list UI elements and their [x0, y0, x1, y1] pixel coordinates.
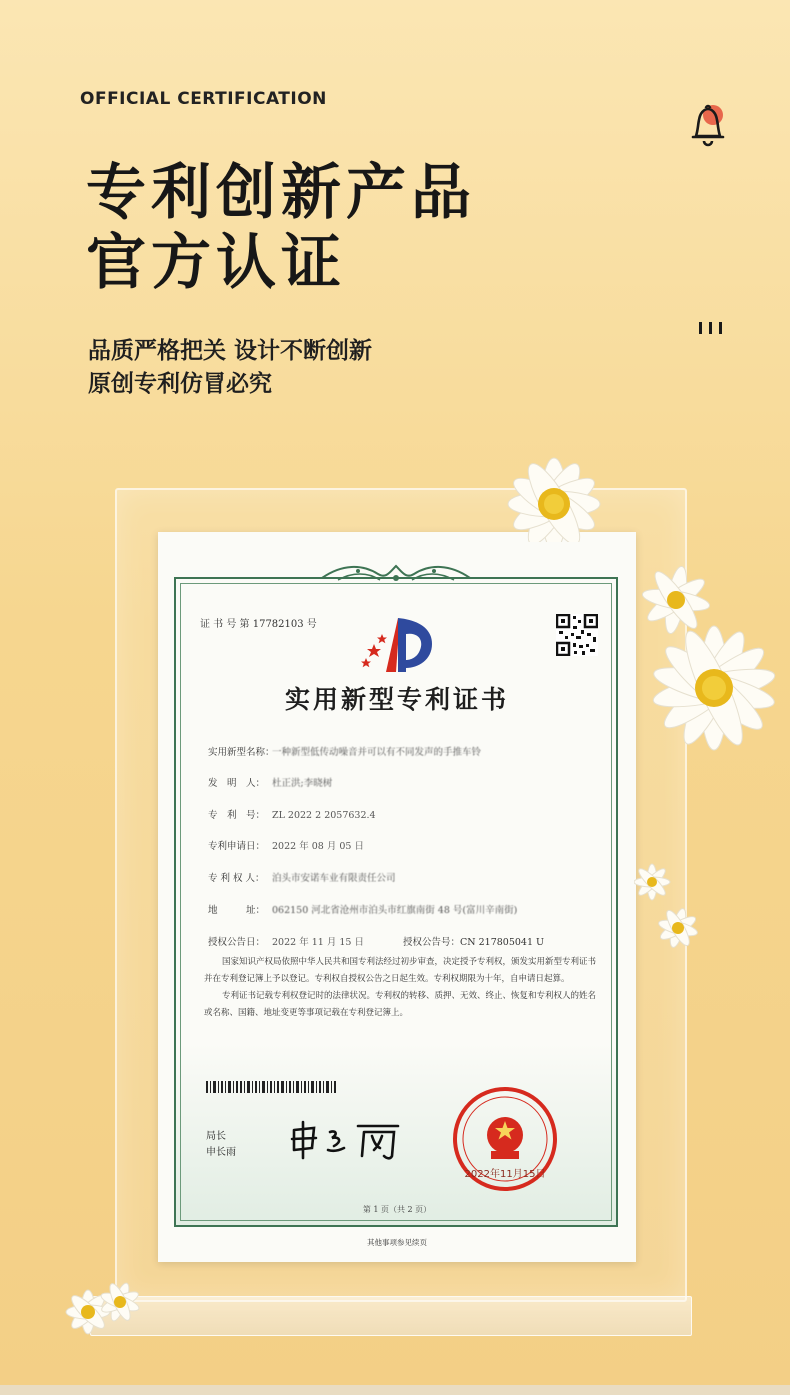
- field-label: 实用新型名称：: [208, 747, 275, 758]
- field-value: 062150 河北省沧州市泊头市红旗南街 48 号(富川辛南街): [272, 905, 518, 916]
- field-value: ZL 2022 2 2057632.4: [272, 810, 376, 821]
- page-number: 第 1 页（共 2 页）: [362, 1205, 432, 1214]
- field-label: 地 址：: [208, 905, 266, 916]
- field-value: 一种新型低传动噪音并可以有不同发声的手推车铃: [272, 747, 482, 758]
- acrylic-stand-base: [90, 1296, 692, 1336]
- signer-name: 申长雨: [206, 1147, 236, 1158]
- subheadline-line-2: 原创专利仿冒必究: [88, 371, 272, 397]
- field-label: 专利申请日：: [208, 841, 266, 852]
- cnipa-logo-icon: [358, 614, 438, 674]
- eyebrow-label: OFFICIAL CERTIFICATION: [80, 89, 327, 109]
- vertical-bars-icon: [698, 322, 724, 334]
- field-patent-number: [208, 807, 376, 821]
- barcode-icon: [206, 1081, 336, 1093]
- table-surface: [0, 1385, 790, 1395]
- field-value: 2022 年 11 月 15 日: [272, 937, 364, 948]
- daisy-flower-icon: [634, 860, 704, 960]
- field-utility-name: [208, 744, 481, 758]
- seal-date: 2022年11月15日: [464, 1169, 546, 1180]
- certificate-number: 证 书 号 第 17782103 号: [200, 619, 317, 630]
- qr-code-icon: [556, 614, 598, 656]
- signer-title: 局长: [206, 1131, 226, 1142]
- subheadline-line-1: 品质严格把关 设计不断创新: [88, 338, 373, 364]
- field-announcement-number: [403, 934, 544, 948]
- official-seal-icon: [446, 1085, 564, 1193]
- headline-line-2: 官方认证: [86, 228, 346, 298]
- ornament-icon: [318, 560, 474, 586]
- bell-icon[interactable]: [688, 100, 728, 152]
- daisy-flower-icon: [64, 1272, 148, 1342]
- signature-icon: [288, 1120, 408, 1160]
- patent-certificate: [158, 532, 636, 1262]
- daisy-flower-icon: [470, 412, 638, 542]
- certificate-body-text: [204, 954, 596, 1022]
- field-inventor: [208, 775, 332, 789]
- field-patentee: [208, 870, 396, 884]
- daisy-flower-icon: [636, 612, 790, 766]
- field-label: 授权公告号：: [403, 937, 461, 948]
- body-paragraph-2: 专利证书记载专利权登记时的法律状况。专利权的转移、质押、无效、终止、恢复和专利权人的姓名或名称、国籍、地址变更等事项记载在专利登记簿上。: [204, 991, 597, 1018]
- headline: [86, 158, 476, 298]
- field-label: 专 利 权 人：: [208, 873, 265, 884]
- signer-label: [206, 1129, 236, 1161]
- field-value: 泊头市安诺车业有限责任公司: [272, 873, 396, 884]
- subheadline: [88, 335, 372, 401]
- field-label: 发 明 人：: [208, 778, 266, 789]
- footer-note: 其他事项参见续页: [367, 1238, 427, 1247]
- field-address: [208, 902, 517, 916]
- field-value: 杜正洪;李晓树: [272, 778, 333, 789]
- field-value: CN 217805041 U: [460, 937, 545, 948]
- field-value: 2022 年 08 月 05 日: [272, 841, 364, 852]
- body-paragraph-1: 国家知识产权局依照中华人民共和国专利法经过初步审查，决定授予专利权，颁发实用新型专利证书并在专利登记簿上予以登记。专利权自授权公告之日起生效。专利权期限为十年，自申请日起算。: [204, 957, 597, 984]
- certificate-title: 实用新型专利证书: [284, 685, 509, 714]
- field-label: 专 利 号：: [208, 810, 266, 821]
- field-application-date: [208, 838, 364, 852]
- field-label: 授权公告日：: [208, 937, 266, 948]
- headline-line-1: 专利创新产品: [86, 158, 476, 228]
- field-announcement-date: [208, 934, 364, 948]
